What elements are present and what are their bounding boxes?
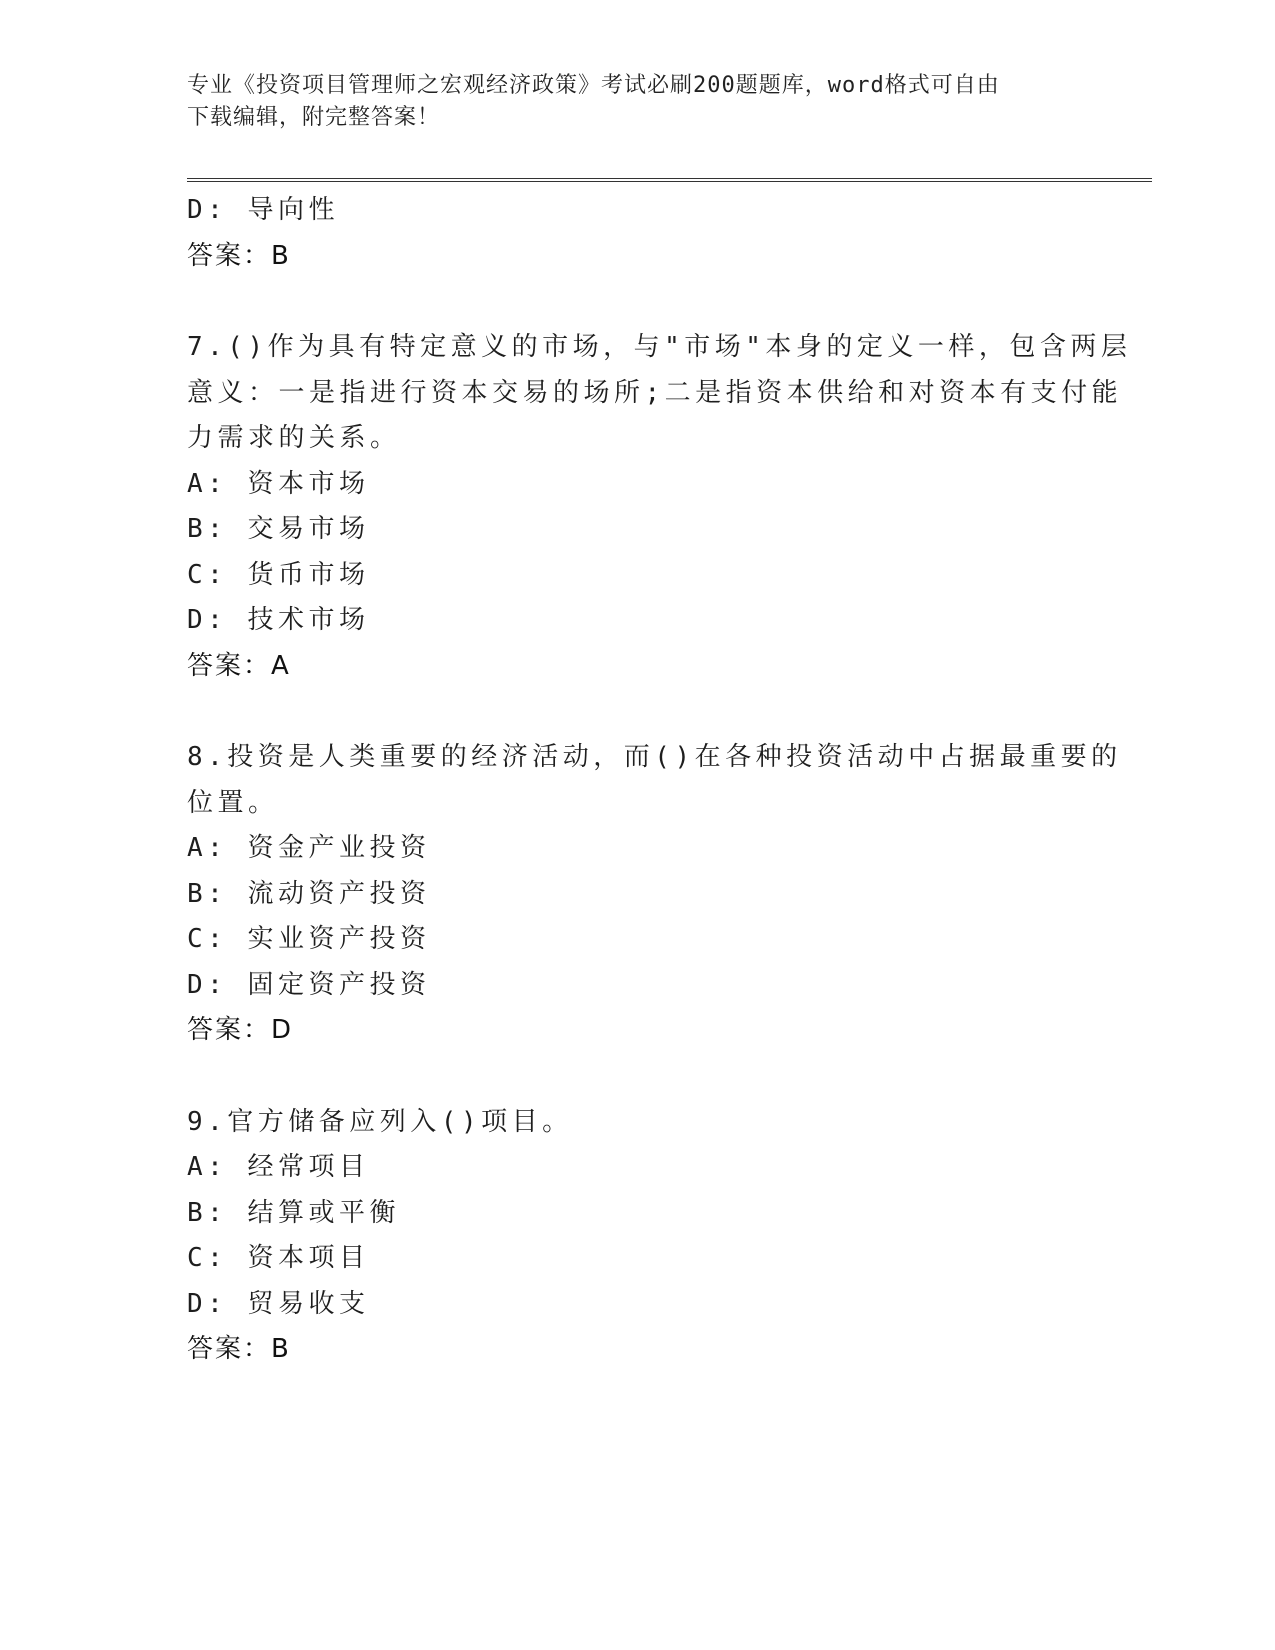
question-stem-line: 意义：一是指进行资本交易的场所;二是指资本供给和对资本有支付能 [187,377,1123,408]
question-stem-line: 力需求的关系。 [187,423,401,453]
option-a: A: 经常项目 [187,1152,370,1182]
document-header [187,70,1067,134]
question-7 [187,325,1132,689]
question-8 [187,735,1122,1054]
answer: 答案：B [187,240,291,271]
option-d: D: 固定资产投资 [187,969,431,1000]
header-line-2: 下载编辑，附完整答案！ [187,105,441,130]
header-divider [187,178,1152,182]
question-stem-line: 位置。 [187,787,279,818]
answer: 答案：A [187,650,291,681]
option-d: D: 贸易收支 [187,1288,370,1319]
option-c: C: 货币市场 [187,559,370,590]
option-d: D: 技术市场 [187,605,370,635]
option-b: B: 交易市场 [187,514,370,544]
question-stem-line: 7.()作为具有特定意义的市场，与"市场"本身的定义一样，包含两层 [187,332,1132,362]
answer: 答案：B [187,1334,291,1364]
document-body [187,188,1132,1373]
question-stem-line: 8.投资是人类重要的经济活动，而()在各种投资活动中占据最重要的 [187,742,1122,772]
answer: 答案：D [187,1015,294,1045]
option-a: A: 资本市场 [187,468,370,499]
option-d: D: 导向性 [187,195,339,225]
option-b: B: 结算或平衡 [187,1197,400,1228]
option-c: C: 资本项目 [187,1243,370,1273]
question-stem-line: 9.官方储备应列入()项目。 [187,1106,573,1137]
carryover-question [187,188,1087,279]
option-a: A: 资金产业投资 [187,833,431,863]
question-9 [187,1100,1087,1373]
header-line-1: 专业《投资项目管理师之宏观经济政策》考试必刷200题题库，word格式可自由 [187,73,1000,98]
option-c: C: 实业资产投资 [187,924,431,954]
option-b: B: 流动资产投资 [187,878,431,909]
